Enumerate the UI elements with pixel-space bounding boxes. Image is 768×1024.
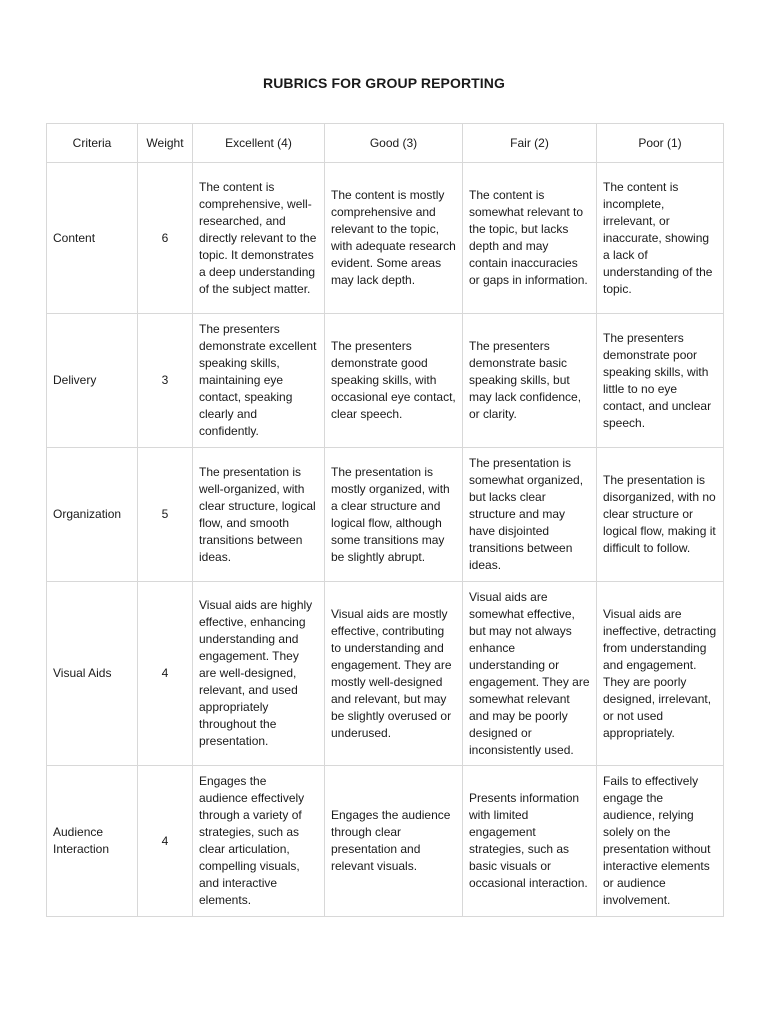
weight-cell: 5 [138,448,193,582]
header-fair: Fair (2) [463,124,597,163]
criteria-cell: Content [47,163,138,314]
excellent-cell: Visual aids are highly effective, enhancing understanding and engagement. They are well-designed, relevant, and used appropriately throughout the presentation. [193,582,325,766]
good-cell: Visual aids are mostly effective, contributing to understanding and engagement. They are mostly well-designed and relevant, but may be slightly overused or underused. [325,582,463,766]
weight-cell: 3 [138,314,193,448]
header-good: Good (3) [325,124,463,163]
good-cell: The presenters demonstrate good speaking skills, with occasional eye contact, clear speech. [325,314,463,448]
good-cell: Engages the audience through clear presentation and relevant visuals. [325,766,463,917]
criteria-cell: Delivery [47,314,138,448]
poor-cell: The content is incomplete, irrelevant, or inaccurate, showing a lack of understanding of the topic. [597,163,724,314]
criteria-cell: Audience Interaction [47,766,138,917]
header-excellent: Excellent (4) [193,124,325,163]
poor-cell: Fails to effectively engage the audience, relying solely on the presentation without interactive elements or audience involvement. [597,766,724,917]
poor-cell: Visual aids are ineffective, detracting from understanding and engagement. They are poorly designed, irrelevant, or not used appropriately. [597,582,724,766]
weight-cell: 6 [138,163,193,314]
poor-cell: The presenters demonstrate poor speaking skills, with little to no eye contact, and unclear speech. [597,314,724,448]
page-title: RUBRICS FOR GROUP REPORTING [262,75,505,91]
excellent-cell: The presenters demonstrate excellent speaking skills, maintaining eye contact, speaking clearly and confidently. [193,314,325,448]
excellent-cell: The content is comprehensive, well-researched, and directly relevant to the topic. It demonstrates a deep understanding of the subject matter. [193,163,325,314]
header-row [47,124,724,163]
table-row [47,163,724,314]
poor-cell: The presentation is disorganized, with no clear structure or logical flow, making it difficult to follow. [597,448,724,582]
good-cell: The presentation is mostly organized, with a clear structure and logical flow, although some transitions may be slightly abrupt. [325,448,463,582]
weight-cell: 4 [138,582,193,766]
fair-cell: The presentation is somewhat organized, but lacks clear structure and may have disjointed transitions between ideas. [463,448,597,582]
header-poor: Poor (1) [597,124,724,163]
excellent-cell: Engages the audience effectively through a variety of strategies, such as clear articulation, compelling visuals, and interactive elements. [193,766,325,917]
rubric-table [46,123,724,917]
good-cell: The content is mostly comprehensive and relevant to the topic, with adequate research evident. Some areas may lack depth. [325,163,463,314]
table-row [47,766,724,917]
fair-cell: Presents information with limited engagement strategies, such as basic visuals or occasional interaction. [463,766,597,917]
table-row [47,314,724,448]
table-row [47,448,724,582]
fair-cell: The presenters demonstrate basic speaking skills, but may lack confidence, or clarity. [463,314,597,448]
header-weight: Weight [138,124,193,163]
weight-cell: 4 [138,766,193,917]
fair-cell: Visual aids are somewhat effective, but may not always enhance understanding or engagement. They are somewhat relevant and may be poorly designed or inconsistently used. [463,582,597,766]
excellent-cell: The presentation is well-organized, with clear structure, logical flow, and smooth transitions between ideas. [193,448,325,582]
fair-cell: The content is somewhat relevant to the topic, but lacks depth and may contain inaccuracies or gaps in information. [463,163,597,314]
table-row [47,582,724,766]
header-criteria: Criteria [47,124,138,163]
criteria-cell: Organization [47,448,138,582]
criteria-cell: Visual Aids [47,582,138,766]
